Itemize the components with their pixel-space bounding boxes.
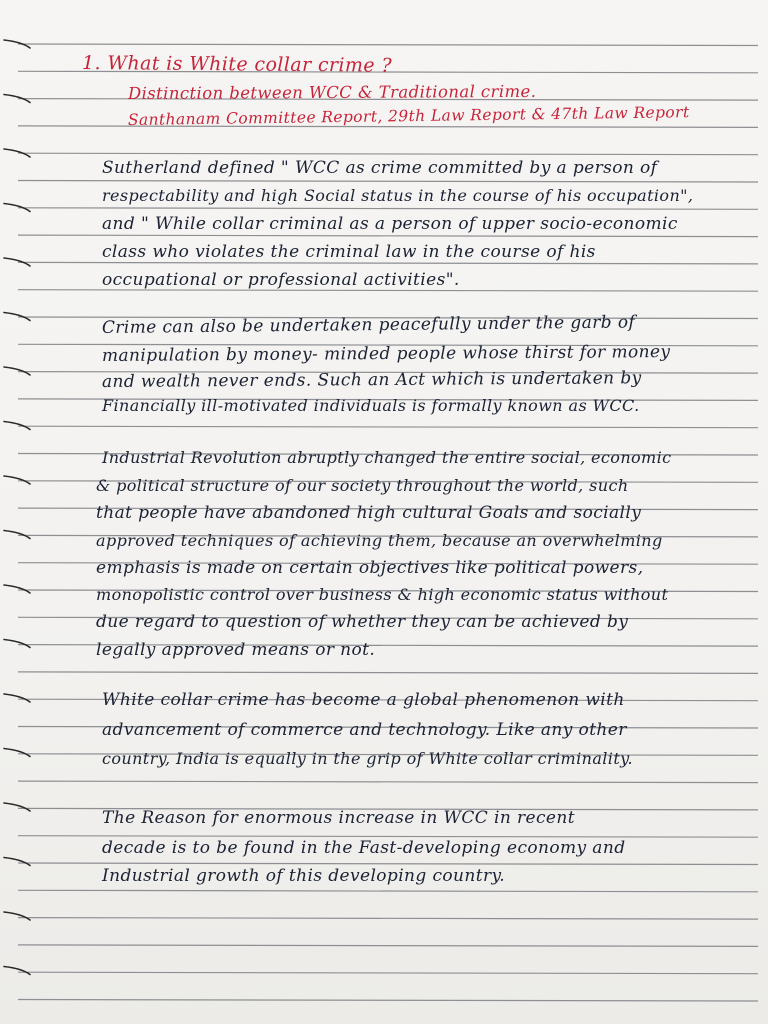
- paragraph-2-line-1: Crime can also be undertaken peacefully under the garb of: [101, 312, 636, 338]
- spiral-hook: [4, 40, 30, 48]
- rule-line: [18, 863, 758, 865]
- rule-line: [18, 972, 758, 974]
- question-references: Santhanam Committee Report, 29th Law Report & 47th Law Report: [127, 103, 690, 129]
- paragraph-4-line-2: advancement of commerce and technology. Like any other: [102, 720, 627, 740]
- spiral-hook: [4, 367, 30, 375]
- spiral-hook: [4, 149, 30, 157]
- question-subtitle: Distinction between WCC & Traditional crime.: [127, 81, 537, 103]
- spiral-hook: [4, 204, 30, 212]
- spiral-hook: [4, 476, 30, 484]
- spiral-hook: [4, 694, 30, 702]
- rule-line: [18, 181, 758, 183]
- spiral-hook: [4, 858, 30, 866]
- paragraph-2-line-3: and wealth never ends. Such an Act which is undertaken by: [101, 368, 642, 392]
- paragraph-3-line-3: that people have abandoned high cultural Goals and socially: [96, 503, 642, 523]
- spiral-hook: [4, 749, 30, 757]
- paragraph-3-line-5: emphasis is made on certain objectives like political powers,: [96, 558, 644, 578]
- paragraph-2-line-4: Financially ill-motivated individuals is formally known as WCC.: [102, 396, 640, 415]
- spiral-hook: [4, 422, 30, 430]
- paragraph-3-line-8: legally approved means or not.: [96, 640, 376, 660]
- paragraph-3-line-7: due regard to question of whether they can be achieved by: [96, 612, 629, 632]
- paragraph-1-line-3: and " While collar criminal as a person of upper socio-economic: [102, 214, 678, 234]
- paragraph-1-line-5: occupational or professional activities".: [102, 270, 460, 290]
- paragraph-1-line-2: respectability and high Social status in the course of his occupation",: [102, 186, 694, 205]
- rule-line: [18, 153, 758, 155]
- rule-line: [18, 836, 758, 838]
- rule-line: [18, 235, 758, 237]
- spiral-hook: [4, 531, 30, 539]
- paragraph-1-line-1: Sutherland defined " WCC as crime committed by a person of: [102, 158, 658, 178]
- spiral-hook: [4, 912, 30, 920]
- spiral-hook: [4, 585, 30, 593]
- spiral-hook: [4, 95, 30, 103]
- rule-line: [18, 208, 758, 210]
- paragraph-5-line-2: decade is to be found in the Fast-developing economy and: [102, 838, 626, 858]
- rule-line: [18, 1000, 758, 1002]
- spiral-hook: [4, 803, 30, 811]
- paragraph-3-line-1: Industrial Revolution abruptly changed the entire social, economic: [102, 448, 672, 467]
- spiral-hook: [4, 967, 30, 975]
- rule-line: [18, 672, 758, 674]
- paragraph-2-line-2: manipulation by money- minded people whose thirst for money: [101, 342, 671, 366]
- question-title: 1. What is White collar crime ?: [82, 52, 393, 77]
- paragraph-3-line-2: & political structure of our society throughout the world, such: [96, 476, 629, 495]
- paragraph-4-line-1: White collar crime has become a global phenomenon with: [102, 690, 625, 710]
- paragraph-5-line-1: The Reason for enormous increase in WCC in recent: [102, 808, 575, 828]
- rule-line: [18, 781, 758, 783]
- paragraph-3-line-6: monopolistic control over business & high economic status without: [96, 585, 669, 604]
- rule-line: [18, 918, 758, 920]
- rule-line: [18, 945, 758, 947]
- paragraph-4-line-3: country, India is equally in the grip of White collar criminality.: [102, 749, 633, 768]
- spiral-hook: [4, 258, 30, 266]
- rule-line: [18, 44, 758, 46]
- spiral-binding-icon: [0, 0, 40, 1024]
- rule-line: [18, 262, 758, 264]
- rule-line: [18, 426, 758, 428]
- spiral-hook: [4, 313, 30, 321]
- paragraph-5-line-3: Industrial growth of this developing country.: [102, 866, 506, 886]
- spiral-hook: [4, 640, 30, 648]
- rule-line: [18, 890, 758, 892]
- paragraph-1-line-4: class who violates the criminal law in the course of his: [102, 242, 596, 262]
- paragraph-3-line-4: approved techniques of achieving them, because an overwhelming: [96, 531, 663, 550]
